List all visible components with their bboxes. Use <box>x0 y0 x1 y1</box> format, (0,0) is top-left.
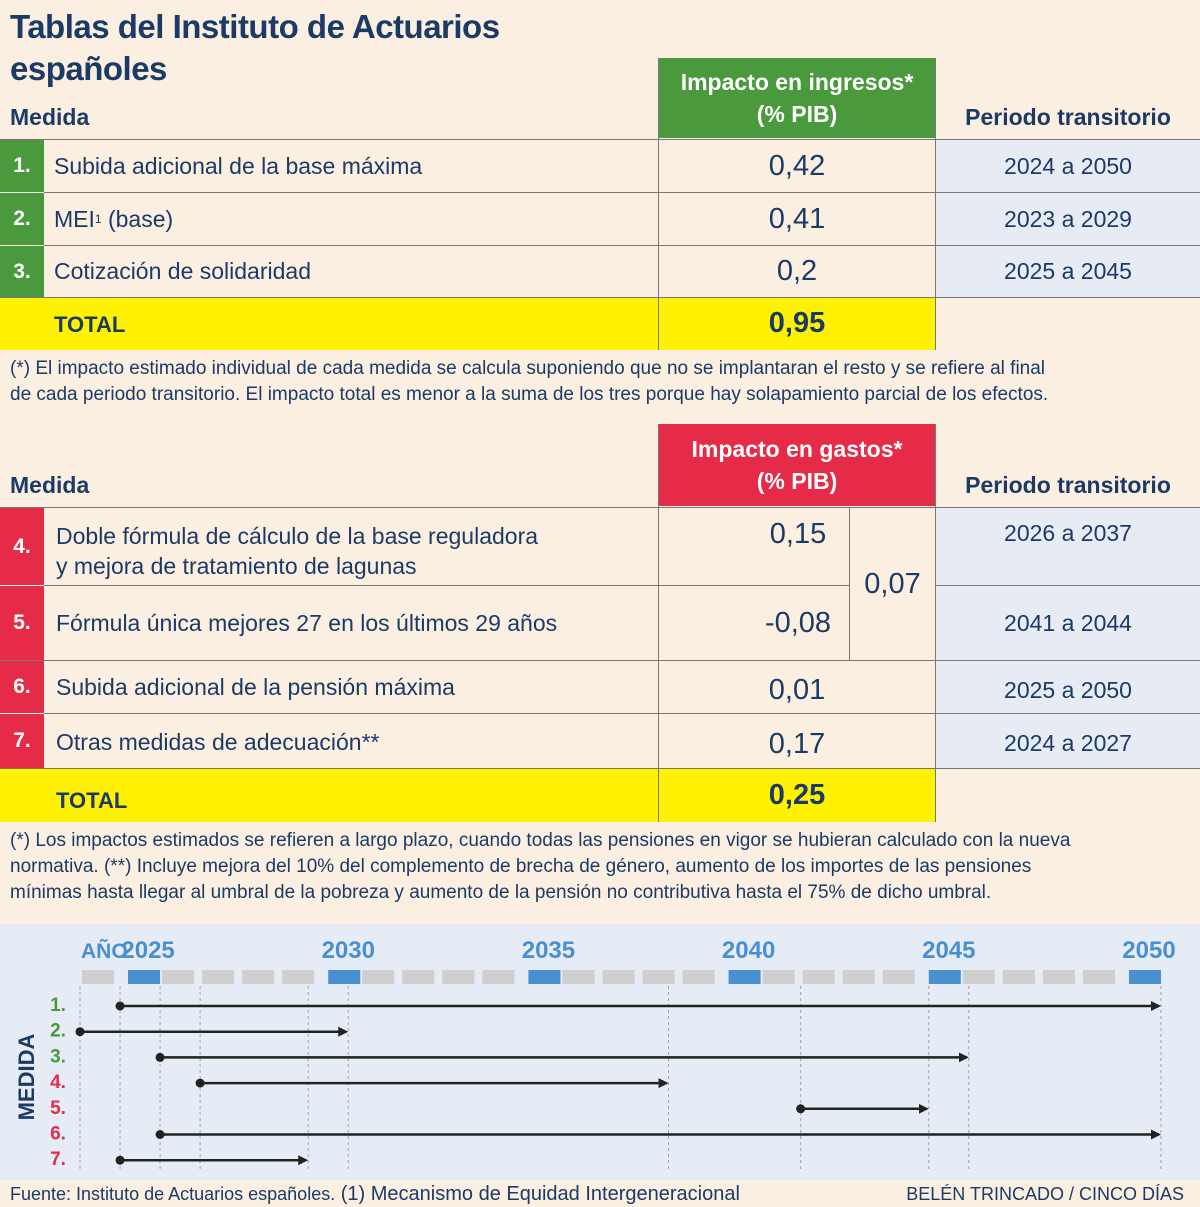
expense-impact-header <box>659 424 935 506</box>
timeline-row-label-7: 7. <box>50 1149 66 1171</box>
timeline-tick-2047 <box>1003 970 1035 984</box>
expense-row-6-number: 6. <box>0 661 44 713</box>
timeline-panel <box>0 924 1200 1180</box>
timeline-row-label-6: 6. <box>50 1123 66 1145</box>
expense-row-6-value: 0,01 <box>768 673 826 706</box>
timeline-y-label: MEDIDA <box>14 1033 39 1121</box>
income-impact-header-l2: (% PIB) <box>756 101 838 127</box>
expense-row-7-label: Otras medidas de adecuación** <box>56 728 380 755</box>
income-row-2-period: 2023 a 2029 <box>936 193 1200 245</box>
expense-row-7-period: 2024 a 2027 <box>936 714 1200 768</box>
expense-row-5-number: 5. <box>0 586 44 660</box>
timeline-tick-2048 <box>1043 970 1075 984</box>
footer-source-a: Fuente: Instituto de Actuarios españoles. <box>10 1184 336 1204</box>
timeline-tick-2042 <box>803 970 835 984</box>
income-col-period: Periodo transitorio <box>965 104 1171 130</box>
income-row-3-label: Cotización de solidaridad <box>54 258 311 284</box>
expense-footnote <box>10 828 1195 906</box>
income-footnote-l1: (*) El impacto estimado individual de cada medida se calcula suponiendo que no se implantaran el resto y se refiere al final <box>10 358 1046 379</box>
timeline-tick-2034 <box>482 970 514 984</box>
income-row-2-label <box>54 193 173 245</box>
timeline-start-dot-1 <box>116 1002 125 1011</box>
expense-row-5-label: Fórmula única mejores 27 en los últimos 29 años <box>56 609 558 636</box>
timeline-tick-2029 <box>282 970 314 984</box>
income-row-3-period: 2025 a 2045 <box>936 246 1200 297</box>
timeline-tick-2043 <box>843 970 875 984</box>
income-row-2-value: 0,41 <box>768 202 826 235</box>
expense-row-4-period: 2026 a 2037 <box>936 508 1200 585</box>
timeline-year-2035: 2035 <box>521 937 576 964</box>
timeline-row-label-5: 5. <box>50 1097 66 1119</box>
income-row-1-number: 1. <box>0 140 44 192</box>
income-impact-header-l1: Impacto en ingresos* <box>680 69 914 95</box>
timeline-tick-2035 <box>528 970 560 984</box>
timeline-start-dot-6 <box>156 1130 165 1139</box>
timeline-tick-2026 <box>162 970 194 984</box>
income-footnote-l2: de cada periodo transitorio. El impacto total es menor a la suma de los tres porque hay solapamiento parcial de los efectos. <box>10 384 1049 405</box>
timeline-year-2040: 2040 <box>721 937 776 964</box>
timeline-start-dot-3 <box>156 1053 165 1062</box>
expense-row-7-number: 7. <box>0 714 44 768</box>
page-title: Tablas del Instituto de Actuarios españoles <box>10 8 500 87</box>
footer-credit: BELÉN TRINCADO / CINCO DÍAS <box>906 1184 1184 1204</box>
timeline-chart <box>0 924 1200 1180</box>
income-footnote <box>10 356 1195 408</box>
income-row-3-value: 0,2 <box>776 255 818 287</box>
timeline-tick-2036 <box>562 970 594 984</box>
expense-combined-value: 0,07 <box>864 567 921 600</box>
footer-source <box>10 1183 740 1206</box>
timeline-year-2025: 2025 <box>121 937 175 964</box>
timeline-tick-2049 <box>1083 970 1115 984</box>
expense-col-period: Periodo transitorio <box>965 472 1171 498</box>
expense-row-4-label-l1: Doble fórmula de cálculo de la base reguladora <box>56 523 539 549</box>
income-row-2-number: 2. <box>0 193 44 245</box>
timeline-row-label-2: 2. <box>50 1020 66 1042</box>
expense-impact-header-l2: (% PIB) <box>756 468 838 494</box>
expense-row-6-label: Subida adicional de la pensión máxima <box>56 673 455 700</box>
timeline-start-dot-7 <box>116 1156 125 1165</box>
expense-footnote-l2: normativa. (**) Incluye mejora del 10% del complemento de brecha de género, aumento de los importes de las pensiones <box>10 856 1032 877</box>
timeline-tick-2039 <box>683 970 715 984</box>
timeline-tick-2038 <box>643 970 675 984</box>
timeline-tick-2030 <box>328 970 360 984</box>
expense-row-5-value: -0,08 <box>764 606 832 639</box>
expense-footnote-l1: (*) Los impactos estimados se refieren a largo plazo, cuando todas las pensiones en vigor se hubieran calculado con la nueva <box>10 830 1071 851</box>
timeline-tick-2028 <box>242 970 274 984</box>
income-row-2-text-after: (base) <box>101 205 174 232</box>
expense-col-medida: Medida <box>10 472 90 498</box>
footer-source-b: (1) Mecanismo de Equidad Intergeneracional <box>335 1183 740 1205</box>
timeline-tick-2050 <box>1129 970 1161 984</box>
income-col-medida: Medida <box>10 104 90 130</box>
expense-row-4-number: 4. <box>0 508 44 585</box>
timeline-year-2030: 2030 <box>321 937 375 964</box>
timeline-tick-2045 <box>929 970 961 984</box>
timeline-tick-2025 <box>128 970 160 984</box>
income-row-1-value: 0,42 <box>768 149 826 182</box>
timeline-tick-2031 <box>362 970 394 984</box>
expense-footnote-l3: mínimas hasta llegar al umbral de la pobreza y aumento de la pensión no contributiva hasta el 75% de dicho umbral. <box>10 882 992 903</box>
income-row-3-number: 3. <box>0 246 44 297</box>
expense-row-7-value: 0,17 <box>768 727 826 760</box>
timeline-tick-2024 <box>82 970 114 984</box>
timeline-year-2045: 2045 <box>922 937 976 964</box>
expense-row-4-label <box>56 521 538 581</box>
timeline-tick-2044 <box>883 970 915 984</box>
expense-row-4-value: 0,15 <box>769 517 827 550</box>
expense-row-4-label-l2: y mejora de tratamiento de lagunas <box>56 553 417 579</box>
timeline-tick-2041 <box>763 970 795 984</box>
timeline-tick-2032 <box>402 970 434 984</box>
timeline-start-dot-5 <box>796 1104 805 1113</box>
timeline-tick-2033 <box>442 970 474 984</box>
expense-impact-header-l1: Impacto en gastos* <box>691 436 903 462</box>
income-total-label: TOTAL <box>54 312 126 337</box>
footnote-ref: 1 <box>94 212 102 226</box>
timeline-year-2050: 2050 <box>1122 937 1176 964</box>
timeline-row-label-4: 4. <box>50 1072 66 1094</box>
timeline-start-dot-4 <box>196 1079 205 1088</box>
expense-row-6-period: 2025 a 2050 <box>936 661 1200 713</box>
timeline-row-label-1: 1. <box>50 995 66 1016</box>
expense-total-label: TOTAL <box>56 788 128 813</box>
timeline-tick-2046 <box>963 970 995 984</box>
timeline-tick-2027 <box>202 970 234 984</box>
timeline-tick-2037 <box>602 970 634 984</box>
timeline-start-dot-2 <box>76 1027 85 1036</box>
income-row-1-label: Subida adicional de la base máxima <box>54 152 423 179</box>
income-impact-header <box>659 58 935 138</box>
timeline-tick-2040 <box>729 970 761 984</box>
expense-total-value: 0,25 <box>768 778 826 811</box>
income-total-value: 0,95 <box>768 306 826 339</box>
expense-row-5-period: 2041 a 2044 <box>936 586 1200 660</box>
timeline-row-label-3: 3. <box>50 1046 66 1068</box>
income-row-2-text: MEI <box>54 205 95 232</box>
timeline-axis-label: AÑO <box>81 940 128 963</box>
income-row-1-period: 2024 a 2050 <box>936 140 1200 192</box>
